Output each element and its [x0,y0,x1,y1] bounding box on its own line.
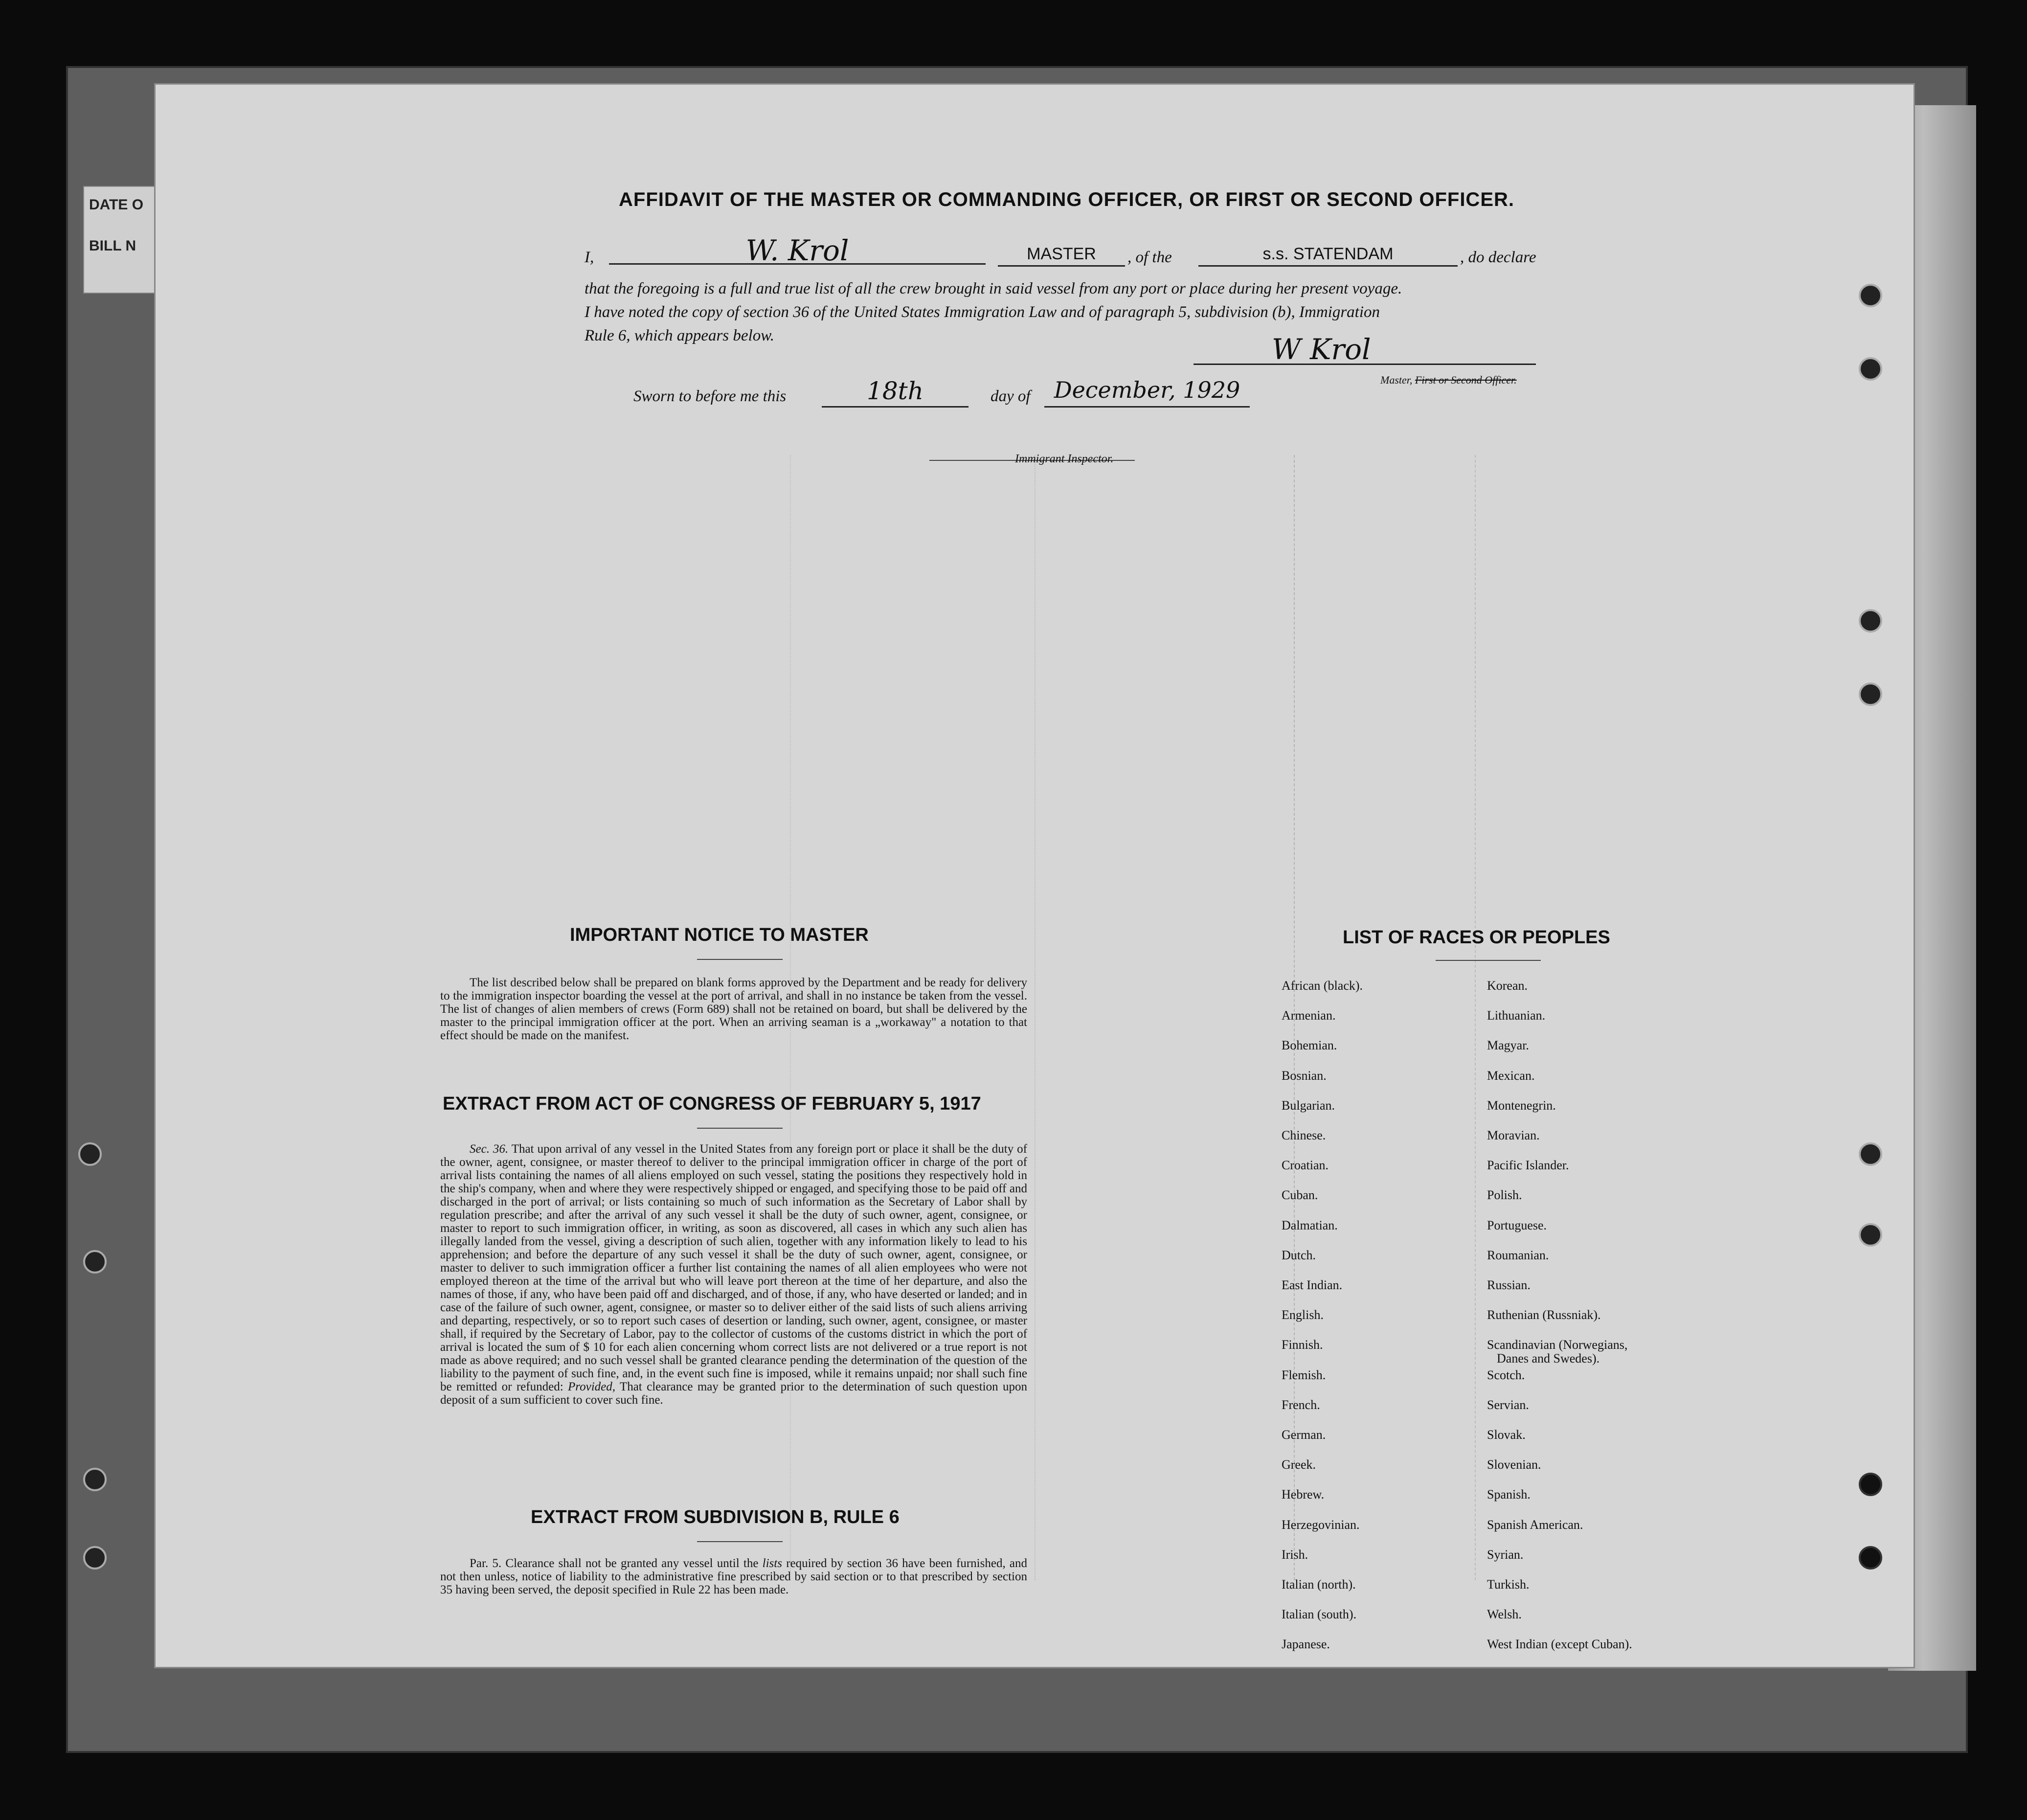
signature-caption-master: Master, [1380,374,1413,386]
of-the-label: , of the [1127,249,1172,266]
race-item: Magyar. [1487,1038,1529,1053]
race-item: Welsh. [1487,1607,1522,1622]
race-item: Scotch. [1487,1367,1525,1382]
signature-field [1194,333,1536,365]
rule-extract-text [440,1557,1027,1596]
race-item: West Indian (except Cuban). [1487,1637,1632,1652]
sworn-day-handwriting: 18th [867,377,923,405]
races-title: LIST OF RACES OR PEOPLES [1343,927,1610,948]
race-item: Pacific Islander. [1487,1158,1569,1173]
sworn-month-handwriting: December, 1929 [1054,377,1240,403]
race-item: Herzegovinian. [1282,1517,1360,1532]
affidavit-line-4: Rule 6, which appears below. [585,327,775,344]
races-rule [1436,960,1541,961]
act-extract-title: EXTRACT FROM ACT OF CONGRESS OF FEBRUARY 5, 1917 [443,1093,981,1114]
race-item: Dutch. [1282,1248,1316,1262]
race-item: Italian (north). [1282,1577,1356,1592]
section-label: Sec. 36. [470,1142,509,1156]
affidavit-line-3: I have noted the copy of section 36 of the United States Immigration Law and of paragraph 5, subdivision (b), Immigration [585,303,1380,321]
race-item: Korean. [1487,978,1528,993]
race-item: German. [1282,1428,1326,1442]
race-item: French. [1282,1397,1320,1412]
act-extract-rule [697,1128,783,1129]
lists-word: lists [762,1557,782,1570]
race-item: Armenian. [1282,1008,1336,1023]
punch-hole-icon [83,1250,107,1274]
punch-hole-icon [83,1468,107,1491]
punch-hole-icon [1859,1223,1882,1247]
race-item: Mexican. [1487,1068,1535,1083]
punch-hole-icon [1859,609,1882,633]
sworn-label: Sworn to before me this [633,387,787,405]
race-item: Servian. [1487,1397,1529,1412]
race-item: English. [1282,1308,1324,1322]
race-item: Spanish. [1487,1487,1531,1502]
race-item: Danes and Swedes). [1497,1351,1600,1366]
sworn-day-field [822,377,968,408]
master-signature: W Krol [1272,333,1371,366]
rule-extract-title: EXTRACT FROM SUBDIVISION B, RULE 6 [531,1507,900,1527]
race-item: Spanish American. [1487,1517,1583,1532]
sworn-month-field [1044,377,1250,408]
race-item: Croatian. [1282,1158,1329,1173]
act-extract-text [440,1142,1027,1407]
race-item: Bulgarian. [1282,1098,1335,1113]
punch-hole-icon [83,1546,107,1570]
notice-title: IMPORTANT NOTICE TO MASTER [570,925,869,945]
master-name-field [609,234,986,265]
race-item: Polish. [1487,1188,1522,1203]
rule-extract-part-b: required by section 36 have been furnished, and not then unless, notice of liability to the administrative fine prescribed by said section or to that prescribed by section 35 having been served, the deposit specified in Rule 22 has been made. [440,1557,1028,1596]
provided-word: Provided, [568,1380,615,1393]
punch-hole-icon [78,1142,102,1166]
race-item: Scandinavian (Norwegians, [1487,1338,1628,1352]
race-item: Bosnian. [1282,1068,1327,1083]
punch-hole-icon [1859,357,1882,381]
rule-extract-rule [697,1541,783,1542]
inspector-caption: Immigrant Inspector. [1015,453,1114,465]
master-name-handwriting: W. Krol [745,234,849,267]
tab-line-1: DATE O [89,197,144,213]
race-item: Finnish. [1282,1338,1323,1352]
notice-rule [697,959,783,960]
vessel-field: s.s. STATENDAM [1198,245,1458,267]
race-item: Bohemian. [1282,1038,1337,1053]
race-item: Portuguese. [1487,1218,1547,1232]
punch-hole-icon [1859,1142,1882,1166]
act-extract-end: That clearance may be granted prior to the determination of such question upon deposit of a sum sufficient to cover such fine. [440,1380,1028,1407]
punch-hole-icon [1859,284,1882,307]
affidavit-title: AFFIDAVIT OF THE MASTER OR COMMANDING OFFICER, OR FIRST OR SECOND OFFICER. [619,189,1514,210]
signature-caption-struck: First or Second Officer. [1415,374,1517,386]
act-extract-body: That upon arrival of any vessel in the United States from any foreign port or place it shall be the duty of the owner, agent, consignee, or master thereof to deliver to the principal immigration officer in charge of the port of arrival lists containing the names of all aliens employed on such vessel, stating the positions they respectively hold in the ship's company, when and where they were respectively shipped or engaged, and specifying those to be paid off and discharged in the port of arrival; or lists containing so much of such information as the Secretary of Labor shall by regulation prescribe; and after the arrival of any such vessel it shall be the duty of such owner, agent, consignee, or master to report to such immigration officer, in writing, as soon as discovered, all cases in which any such alien has illegally landed from the vessel, giving a description of such alien, together with any information likely to lead to his apprehension; and before the departure of any such vessel it shall be the duty of such owner, agent, consignee, or master to deliver to such immigration officer a further list containing the names of all alien employees who were not employed thereon at the time of the arrival but who will leave port thereon at the time of her departure, and also the names of those, if any, who have been paid off and discharged, and of those, if any, who have deserted or landed; and in case of the failure of such owner, agent, consignee, or master so to deliver either of the said lists of such aliens arriving and departing, respectively, or so to report such cases of desertion or landing, such owner, agent, consignee, or master shall, if required by the Secretary of Labor, pay to the collector of customs of the customs district in which the port of arrival is located the sum of $ 10 for each alien concerning whom correct lists are not delivered or a true report is not made as above required; and no such vessel shall be granted clearance pending the determination of the question of the liability to the payment of such fine, and, in the event such fine is imposed, while it remains unpaid; nor shall such fine be remitted or refunded: [440,1142,1027,1393]
race-item: East Indian. [1282,1278,1343,1292]
affidavit-line-2: that the foregoing is a full and true list of all the crew brought in said vessel from any port or place during her present voyage. [585,280,1402,297]
do-declare-label: , do declare [1460,249,1536,266]
race-item: Moravian. [1487,1128,1540,1142]
race-item: Flemish. [1282,1367,1326,1382]
race-item: Slovenian. [1487,1457,1541,1472]
race-item: Turkish. [1487,1577,1530,1592]
punch-hole-icon [1859,1473,1882,1496]
punch-hole-icon [1859,1546,1882,1570]
race-item: Dalmatian. [1282,1218,1338,1232]
notice-text [440,976,1027,1042]
race-item: Ruthenian (Russniak). [1487,1308,1601,1322]
race-item: African (black). [1282,978,1363,993]
race-item: Japanese. [1282,1637,1330,1652]
race-item: Chinese. [1282,1128,1326,1142]
race-item: Cuban. [1282,1188,1318,1203]
notice-paragraph: The list described below shall be prepared on blank forms approved by the Department and be ready for delivery to the immigration inspector boarding the vessel at the port of arrival, and shall in no instance be taken from the vessel. The list of changes of alien members of crews (Form 689) shall not be retained on board, but shall be delivered by the master to the principal immigration officer at the port. When an arriving seaman is a „workaway" a notation to that effect should be made on the manifest. [440,976,1027,1042]
affiant-prefix: I, [585,249,594,266]
race-item: Greek. [1282,1457,1316,1472]
race-item: Slovak. [1487,1428,1526,1442]
rule-extract-part-a: Par. 5. Clearance shall not be granted any vessel until the [470,1557,759,1570]
race-item: Italian (south). [1282,1607,1357,1622]
race-item: Roumanian. [1487,1248,1549,1262]
signature-caption [1380,374,1517,387]
race-item: Irish. [1282,1547,1308,1562]
race-item: Russian. [1487,1278,1531,1292]
rank-field: MASTER [998,245,1125,267]
race-item: Montenegrin. [1487,1098,1556,1113]
day-of-label: day of [991,387,1031,405]
tab-line-2: BILL N [89,238,136,254]
race-item: Hebrew. [1282,1487,1325,1502]
race-item: Lithuanian. [1487,1008,1546,1023]
punch-hole-icon [1859,682,1882,706]
race-item: Syrian. [1487,1547,1524,1562]
